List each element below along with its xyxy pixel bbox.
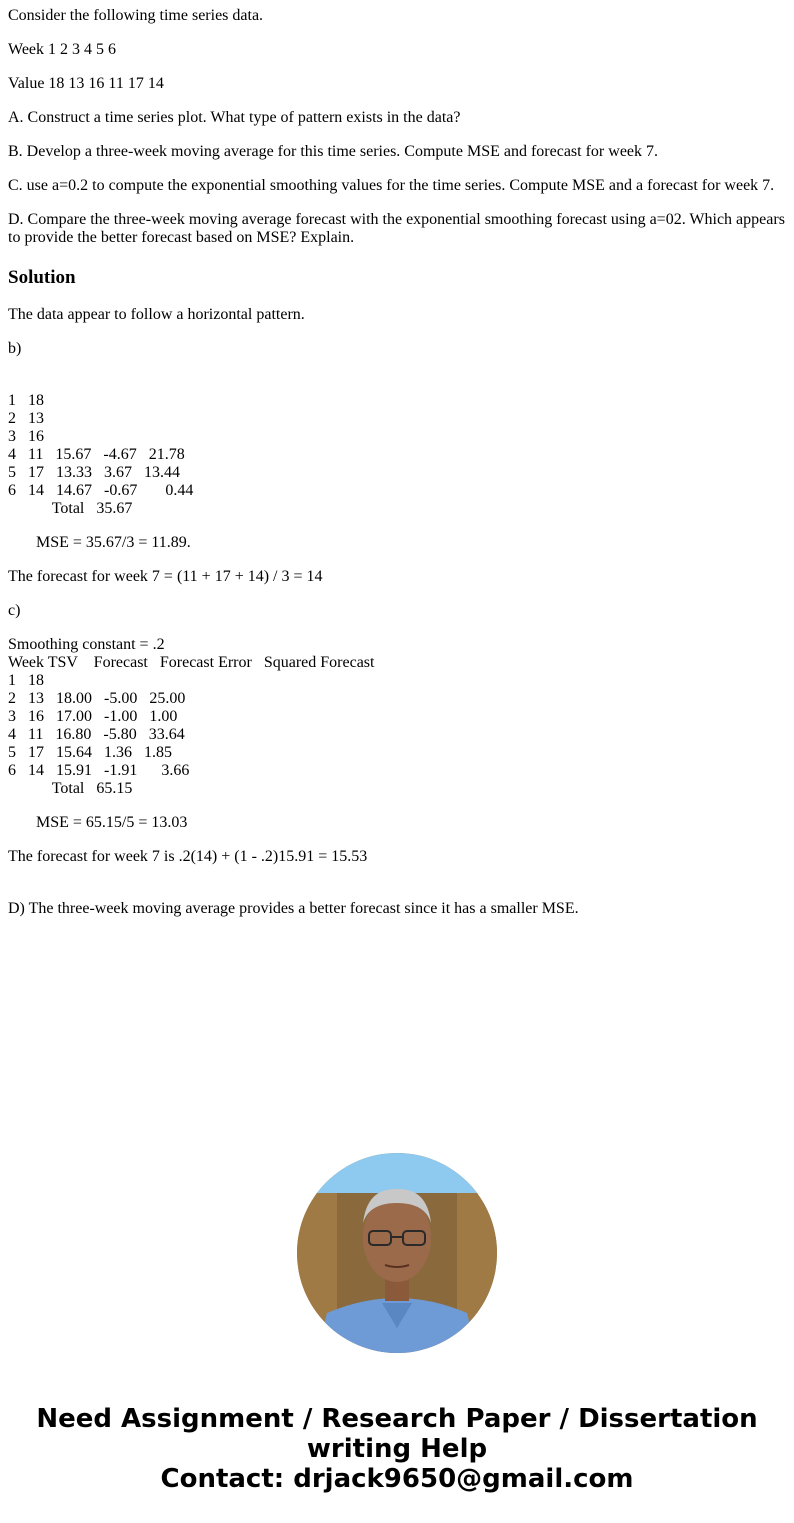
label-b: b) (8, 340, 22, 357)
value-row: Value 18 13 16 11 17 14 (8, 75, 164, 92)
mse-b: MSE = 35.67/3 = 11.89. (8, 534, 191, 551)
part-a: A. Construct a time series plot. What type of pattern exists in the data? (8, 109, 461, 126)
exponential-smoothing-table: Smoothing constant = .2 Week TSV Forecast Forecast Error Squared Forecast 1 18 2 13 18.00 -5.00 25.00 3 16 17.00 -1.00 1.00 4 11 16.80 -5.80 33.64 5 17 15.64 1.36 1.85 6 14 15.91 -1.91 3.66 Total 65.15 (8, 636, 375, 797)
footer-line-2: writing Help (306, 1434, 488, 1464)
footer-line-1: Need Assignment / Research Paper / Dissertation (36, 1404, 758, 1434)
answer-d: D) The three-week moving average provides a better forecast since it has a smaller MSE. (8, 900, 579, 917)
part-b: B. Develop a three-week moving average for this time series. Compute MSE and forecast for week 7. (8, 143, 659, 160)
part-d: D. Compare the three-week moving average forecast with the exponential smoothing forecast using a=02. Which appears to provide the better forecast based on MSE? Explain. (8, 211, 785, 246)
intro-text: Consider the following time series data. (8, 7, 264, 24)
forecast-b: The forecast for week 7 = (11 + 17 + 14) / 3 = 14 (8, 568, 323, 585)
footer-banner (0, 1404, 794, 1494)
label-c: c) (8, 602, 21, 619)
forecast-c: The forecast for week 7 is .2(14) + (1 - .2)15.91 = 15.53 (8, 848, 368, 865)
moving-average-table: 1 18 2 13 3 16 4 11 15.67 -4.67 21.78 5 17 13.33 3.67 13.44 6 14 14.67 -0.67 0.44 Total 35.67 (8, 392, 194, 517)
footer-contact: Contact: drjack9650@gmail.com (160, 1464, 634, 1494)
solution-heading: Solution (8, 267, 76, 288)
mse-c: MSE = 65.15/5 = 13.03 (8, 814, 188, 831)
part-c: C. use a=0.2 to compute the exponential smoothing values for the time series. Compute MSE and a forecast for week 7. (8, 177, 775, 194)
week-row: Week 1 2 3 4 5 6 (8, 41, 117, 58)
answer-a: The data appear to follow a horizontal pattern. (8, 306, 305, 323)
avatar (297, 1153, 497, 1353)
portrait-image (297, 1153, 497, 1353)
